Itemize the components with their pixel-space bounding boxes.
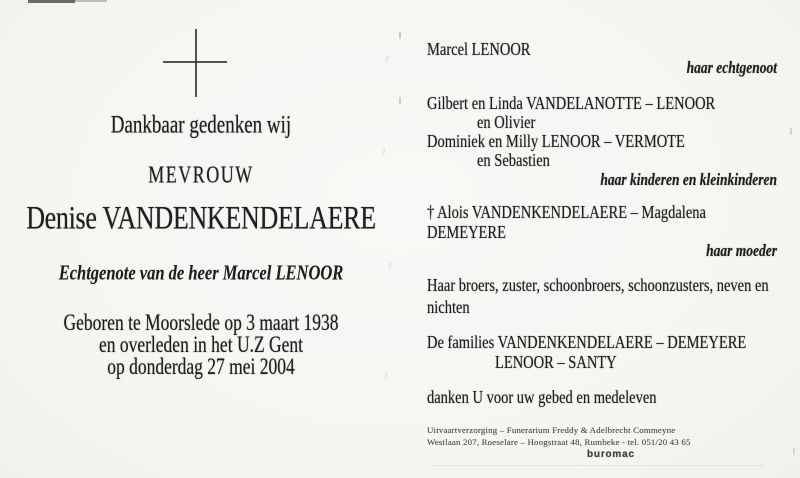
relatives-line: nichten [427,297,470,318]
child-line: Dominiek en Milly LENOOR – VERMOTE [427,131,685,152]
fold-speck [384,372,388,379]
husband-name: Marcel LENOOR [427,39,531,60]
undertaker-address-line: Uitvaartverzorging – Funerarium Freddy & Adelbrecht Commeyne [427,425,676,435]
thanks-line: danken U voor uw gebed en medeleven [427,387,657,408]
relation-mother: haar moeder [706,240,777,260]
scan-speck [399,32,401,39]
scan-artifact [28,0,75,3]
scan-speck [793,448,795,455]
printer-logo: buromac [587,449,635,460]
grandchild-line: en Sebastien [477,150,550,171]
cross-icon [195,29,197,97]
relatives-line: Haar broers, zuster, schoonbroers, schoonzusters, neven en [427,275,769,296]
fold-speck [382,148,386,155]
mother-line: DEMEYERE [427,222,506,243]
scan-artifact [75,0,107,2]
mother-line: † Alois VANDENKENDELAERE – Magdalena [427,202,706,223]
cross-icon [163,61,227,63]
families-line: De families VANDENKENDELAERE – DEMEYERE [427,332,747,353]
death-place-line: en overleden in het U.Z Gent [98,330,304,358]
families-line: LENOOR – SANTY [495,352,617,373]
scan-speck [790,128,792,135]
relation-children: haar kinderen en kleinkinderen [600,169,777,189]
intro-line: Dankbaar gedenken wij [110,110,292,139]
fold-speck [385,55,389,62]
grandchild-line: en Olivier [477,112,536,133]
death-date-line: op donderdag 27 mei 2004 [107,352,295,380]
spouse-line: Echtgenote van de heer Marcel LENOOR [58,260,344,285]
birth-line: Geboren te Moorslede op 3 maart 1938 [63,308,339,336]
honorific-line: MEVROUW [148,160,254,188]
relation-husband: haar echtgenoot [686,57,777,77]
scan-smudge [433,465,763,466]
child-line: Gilbert en Linda VANDELANOTTE – LENOOR [427,93,716,114]
scan-speck [399,97,401,104]
deceased-name: Denise VANDENKENDELAERE [26,199,376,236]
undertaker-address-line: Westlaan 207, Roeselare – Hoogstraat 48, Rumbeke - tel. 051/20 43 65 [427,437,691,447]
fold-speck [388,262,392,269]
